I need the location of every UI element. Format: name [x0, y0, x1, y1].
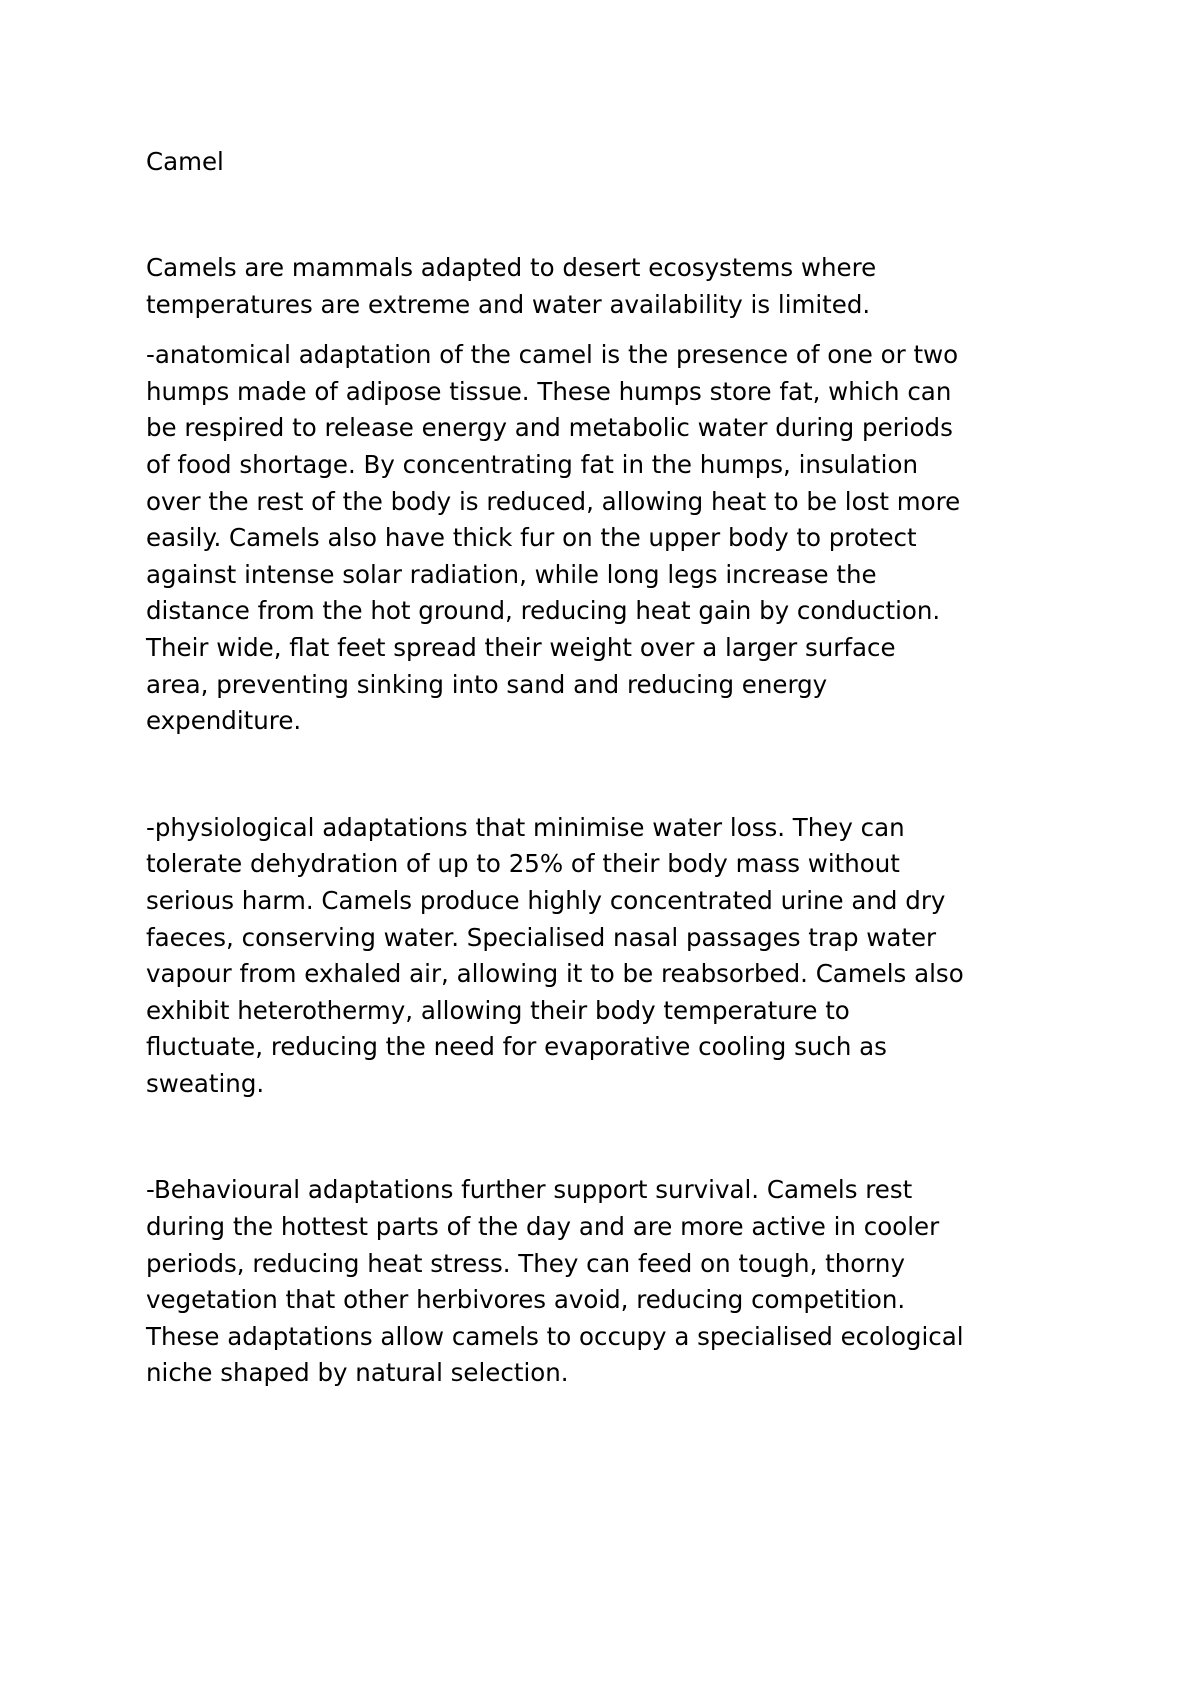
text-line: against intense solar radiation, while long legs increase the	[146, 559, 877, 589]
paragraph-behavioural	[146, 1172, 1076, 1392]
text-line: tolerate dehydration of up to 25% of their body mass without	[146, 849, 900, 879]
text-line: of food shortage. By concentrating fat in the humps, insulation	[146, 449, 918, 479]
text-line: Camels are mammals adapted to desert ecosystems where	[146, 253, 877, 282]
paragraph-anatomical	[146, 337, 1076, 740]
text-line: exhibit heterothermy, allowing their body temperature to	[146, 995, 850, 1025]
text-line: vapour from exhaled air, allowing it to be reabsorbed. Camels also	[146, 959, 964, 989]
text-line: -Behavioural adaptations further support survival. Camels rest	[146, 1175, 913, 1205]
text-line: area, preventing sinking into sand and reducing energy	[146, 669, 828, 699]
text-line: during the hottest parts of the day and are more active in cooler	[146, 1212, 940, 1242]
text-line: over the rest of the body is reduced, allowing heat to be lost more	[146, 486, 961, 516]
document-title: Camel	[146, 147, 224, 176]
text-line: easily. Camels also have thick fur on the upper body to protect	[146, 523, 917, 553]
text-line: distance from the hot ground, reducing heat gain by conduction.	[146, 596, 941, 626]
text-line: be respired to release energy and metabolic water during periods	[146, 413, 953, 443]
paragraph-intro	[146, 250, 1076, 323]
text-line: periods, reducing heat stress. They can feed on tough, thorny	[146, 1248, 905, 1278]
text-line: temperatures are extreme and water availability is limited.	[146, 289, 871, 319]
text-line: fluctuate, reducing the need for evaporative cooling such as	[146, 1032, 887, 1062]
text-line: expenditure.	[146, 706, 302, 736]
text-line: serious harm. Camels produce highly concentrated urine and dry	[146, 885, 946, 915]
text-line: vegetation that other herbivores avoid, reducing competition.	[146, 1285, 906, 1315]
text-line: These adaptations allow camels to occupy a specialised ecological	[146, 1321, 964, 1351]
text-line: humps made of adipose tissue. These humps store fat, which can	[146, 376, 952, 406]
text-line: Their wide, flat feet spread their weight over a larger surface	[146, 632, 896, 662]
text-line: sweating.	[146, 1068, 265, 1098]
text-line: -physiological adaptations that minimise water loss. They can	[146, 812, 905, 842]
text-line: -anatomical adaptation of the camel is the presence of one or two	[146, 340, 959, 370]
paragraph-physiological	[146, 810, 1076, 1103]
document-body	[146, 144, 1076, 1392]
text-line: faeces, conserving water. Specialised nasal passages trap water	[146, 922, 937, 952]
text-line: niche shaped by natural selection.	[146, 1358, 569, 1388]
